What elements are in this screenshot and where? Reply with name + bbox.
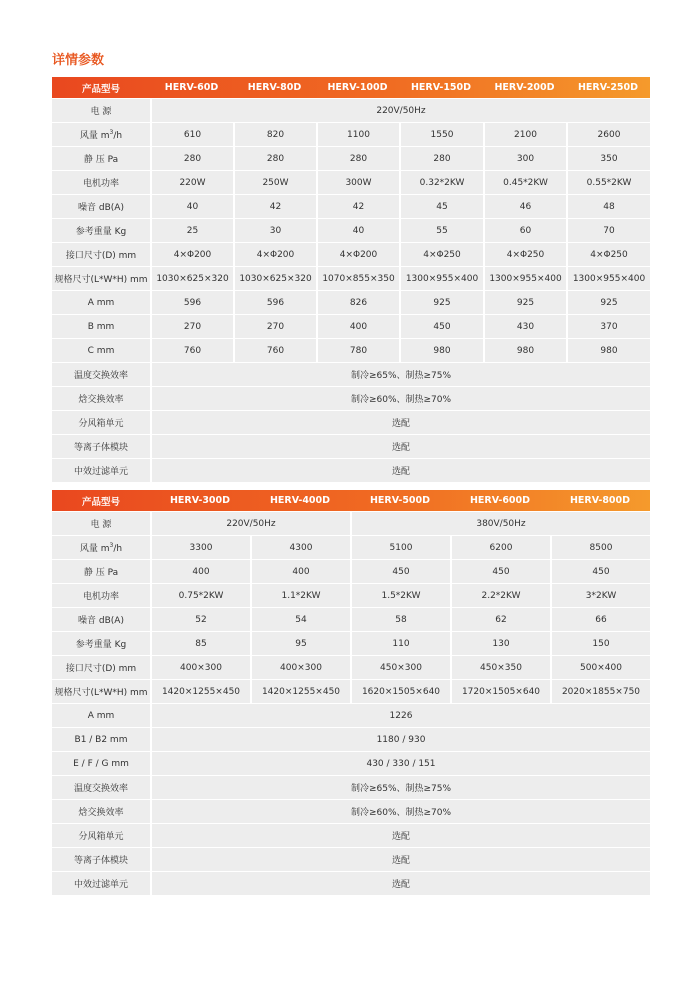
table-cell: 0.45*2KW [483, 170, 566, 194]
table-cell: 选配 [150, 434, 650, 458]
table-cell: 925 [566, 290, 650, 314]
table-cell: 450 [450, 559, 550, 583]
table-cell: 42 [233, 194, 316, 218]
table-cell: 826 [316, 290, 399, 314]
table-row [52, 266, 650, 290]
table-cell: 制冷≥60%、制热≥70% [150, 799, 650, 823]
section-title: 详情参数 [52, 53, 105, 68]
table-cell: 0.32*2KW [399, 170, 483, 194]
spec-table-1 [52, 77, 650, 482]
row-label: 风量 $m^3/h$ [52, 122, 150, 146]
table-cell: 370 [566, 314, 650, 338]
table-cell: 110 [350, 631, 450, 655]
row-label: B mm [52, 314, 150, 338]
table-cell: 350 [566, 146, 650, 170]
table-cell: 760 [233, 338, 316, 362]
table-row [52, 655, 650, 679]
row-label: B1 / B2 mm [52, 727, 150, 751]
table-cell: 52 [150, 607, 250, 631]
table-cell: 95 [250, 631, 350, 655]
row-label: 焓交换效率 [52, 799, 150, 823]
table-cell: 400 [316, 314, 399, 338]
header-model: HERV-200D [494, 82, 555, 93]
table-cell: 25 [150, 218, 233, 242]
row-label: 中效过滤单元 [52, 458, 150, 482]
table-cell: 300W [316, 170, 399, 194]
table-cell: 280 [399, 146, 483, 170]
table-cell: 400 [250, 559, 350, 583]
table-row [52, 727, 650, 751]
table-cell: 3*2KW [550, 583, 650, 607]
table-row [52, 871, 650, 895]
row-label: 参考重量 Kg [52, 631, 150, 655]
table-cell: 220V/50Hz [150, 511, 350, 535]
table-cell: 400×300 [250, 655, 350, 679]
table-cell: 925 [483, 290, 566, 314]
row-label: C mm [52, 338, 150, 362]
table-cell: 450 [399, 314, 483, 338]
table-cell: 450×300 [350, 655, 450, 679]
row-label: 电 源 [52, 511, 150, 535]
table-cell: 30 [233, 218, 316, 242]
row-label: 焓交换效率 [52, 386, 150, 410]
table-cell: 130 [450, 631, 550, 655]
table-cell: 4300 [250, 535, 350, 559]
table-row [52, 386, 650, 410]
table-cell: 60 [483, 218, 566, 242]
table-cell: 1620×1505×640 [350, 679, 450, 703]
table-row [52, 410, 650, 434]
table-cell: 4×Φ200 [150, 242, 233, 266]
row-label: 噪音 dB(A) [52, 194, 150, 218]
table-row [52, 583, 650, 607]
table-row [52, 535, 650, 559]
header-model: HERV-500D [369, 495, 431, 506]
table-cell: 选配 [150, 410, 650, 434]
table-cell: 1300×955×400 [483, 266, 566, 290]
table-row [52, 338, 650, 362]
table-cell: 70 [566, 218, 650, 242]
table-cell: 4×Φ250 [566, 242, 650, 266]
header-model: HERV-300D [169, 495, 231, 506]
table-cell: 1.5*2KW [350, 583, 450, 607]
row-label: 接口尺寸(D) mm [52, 655, 150, 679]
table-header [52, 490, 650, 511]
table-cell: 450×350 [450, 655, 550, 679]
table-cell: 62 [450, 607, 550, 631]
table-row [52, 146, 650, 170]
row-label: 中效过滤单元 [52, 871, 150, 895]
header-model: HERV-400D [269, 495, 331, 506]
table-cell: 4×Φ250 [483, 242, 566, 266]
header-model: HERV-800D [569, 495, 631, 506]
row-label: 参考重量 Kg [52, 218, 150, 242]
table-row [52, 170, 650, 194]
header-model-label: 产品型号 [81, 83, 120, 95]
table-row [52, 290, 650, 314]
table-cell: 450 [550, 559, 650, 583]
table-cell: 596 [233, 290, 316, 314]
table-cell: 2020×1855×750 [550, 679, 650, 703]
table-cell: 220W [150, 170, 233, 194]
row-label: A mm [52, 290, 150, 314]
row-label: 等离子体模块 [52, 434, 150, 458]
row-label: 静 压 Pa [52, 559, 150, 583]
row-label: 电机功率 [52, 583, 150, 607]
table-cell: 选配 [150, 871, 650, 895]
table-row [52, 122, 650, 146]
table-cell: 980 [483, 338, 566, 362]
header-model: HERV-150D [410, 82, 472, 93]
table-cell: 1300×955×400 [566, 266, 650, 290]
table-row [52, 823, 650, 847]
row-label: A mm [52, 703, 150, 727]
header-model: HERV-600D [469, 495, 531, 506]
table-cell: 3300 [150, 535, 250, 559]
row-label: 等离子体模块 [52, 847, 150, 871]
table-row [52, 218, 650, 242]
table-cell: 1720×1505×640 [450, 679, 550, 703]
table-cell: 450 [350, 559, 450, 583]
table-header [52, 77, 650, 98]
table-cell: 270 [150, 314, 233, 338]
table-cell: 2100 [483, 122, 566, 146]
table-cell: 380V/50Hz [350, 511, 650, 535]
table-cell: 40 [316, 218, 399, 242]
row-label: 风量 $m^3/h$ [52, 535, 150, 559]
table-cell: 980 [566, 338, 650, 362]
header-model: HERV-250D [577, 82, 639, 93]
header-model-label: 产品型号 [81, 496, 120, 508]
table-cell: 42 [316, 194, 399, 218]
table-cell: 选配 [150, 847, 650, 871]
table-cell: 1.1*2KW [250, 583, 350, 607]
table-cell: 1100 [316, 122, 399, 146]
row-label: 静 压 Pa [52, 146, 150, 170]
table-cell: 780 [316, 338, 399, 362]
table-cell: 4×Φ200 [316, 242, 399, 266]
table-cell: 1550 [399, 122, 483, 146]
row-label: 电机功率 [52, 170, 150, 194]
table-cell: 610 [150, 122, 233, 146]
table-row [52, 703, 650, 727]
table-cell: 制冷≥65%、制热≥75% [150, 362, 650, 386]
table-cell: 280 [316, 146, 399, 170]
row-label: 规格尺寸(L*W*H) mm [52, 679, 150, 703]
table-cell: 48 [566, 194, 650, 218]
table-cell: 6200 [450, 535, 550, 559]
row-label: 分风箱单元 [52, 410, 150, 434]
row-label: 电 源 [52, 98, 150, 122]
table-cell: 220V/50Hz [150, 98, 650, 122]
table-cell: 400×300 [150, 655, 250, 679]
table-cell: 250W [233, 170, 316, 194]
row-label: 分风箱单元 [52, 823, 150, 847]
table-cell: 430 [483, 314, 566, 338]
table-cell: 1180 / 930 [150, 727, 650, 751]
table-cell: 980 [399, 338, 483, 362]
table-row [52, 194, 650, 218]
table-cell: 46 [483, 194, 566, 218]
table-cell: 选配 [150, 458, 650, 482]
table-cell: 1070×855×350 [316, 266, 399, 290]
table-cell: 85 [150, 631, 250, 655]
table-row [52, 631, 650, 655]
table-cell: 2600 [566, 122, 650, 146]
table-cell: 925 [399, 290, 483, 314]
table-row [52, 362, 650, 386]
table-row [52, 679, 650, 703]
table-cell: 0.55*2KW [566, 170, 650, 194]
table-cell: 500×400 [550, 655, 650, 679]
row-label: 接口尺寸(D) mm [52, 242, 150, 266]
table-row [52, 511, 650, 535]
row-label: 温度交换效率 [52, 775, 150, 799]
table-cell: 54 [250, 607, 350, 631]
table-cell: 4×Φ200 [233, 242, 316, 266]
table-cell: 45 [399, 194, 483, 218]
table-cell: 280 [233, 146, 316, 170]
row-label: 噪音 dB(A) [52, 607, 150, 631]
table-cell: 150 [550, 631, 650, 655]
table-cell: 596 [150, 290, 233, 314]
spec-table-2 [52, 490, 650, 895]
table-cell: 66 [550, 607, 650, 631]
row-label: 温度交换效率 [52, 362, 150, 386]
table-row [52, 775, 650, 799]
table-cell: 5100 [350, 535, 450, 559]
table-cell: 1226 [150, 703, 650, 727]
table-cell: 430 / 330 / 151 [150, 751, 650, 775]
table-row [52, 559, 650, 583]
table-row [52, 751, 650, 775]
table-cell: 58 [350, 607, 450, 631]
table-row [52, 799, 650, 823]
table-cell: 2.2*2KW [450, 583, 550, 607]
table-cell: 820 [233, 122, 316, 146]
table-cell: 400 [150, 559, 250, 583]
table-cell: 300 [483, 146, 566, 170]
table-cell: 1420×1255×450 [150, 679, 250, 703]
table-cell: 1300×955×400 [399, 266, 483, 290]
table-row [52, 314, 650, 338]
table-cell: 270 [233, 314, 316, 338]
row-label: 规格尺寸(L*W*H) mm [52, 266, 150, 290]
table-cell: 0.75*2KW [150, 583, 250, 607]
table-cell: 选配 [150, 823, 650, 847]
table-row [52, 607, 650, 631]
table-row [52, 242, 650, 266]
table-cell: 制冷≥60%、制热≥70% [150, 386, 650, 410]
table-cell: 1030×625×320 [150, 266, 233, 290]
table-cell: 280 [150, 146, 233, 170]
table-row [52, 847, 650, 871]
table-cell: 1420×1255×450 [250, 679, 350, 703]
table-cell: 8500 [550, 535, 650, 559]
table-row [52, 458, 650, 482]
header-model: HERV-80D [247, 82, 302, 93]
table-row [52, 434, 650, 458]
table-cell: 40 [150, 194, 233, 218]
table-cell: 1030×625×320 [233, 266, 316, 290]
table-cell: 760 [150, 338, 233, 362]
table-cell: 4×Φ250 [399, 242, 483, 266]
row-label: E / F / G mm [52, 751, 150, 775]
table-cell: 制冷≥65%、制热≥75% [150, 775, 650, 799]
table-cell: 55 [399, 218, 483, 242]
header-model: HERV-100D [327, 82, 388, 93]
header-model: HERV-60D [164, 82, 219, 93]
table-row [52, 98, 650, 122]
